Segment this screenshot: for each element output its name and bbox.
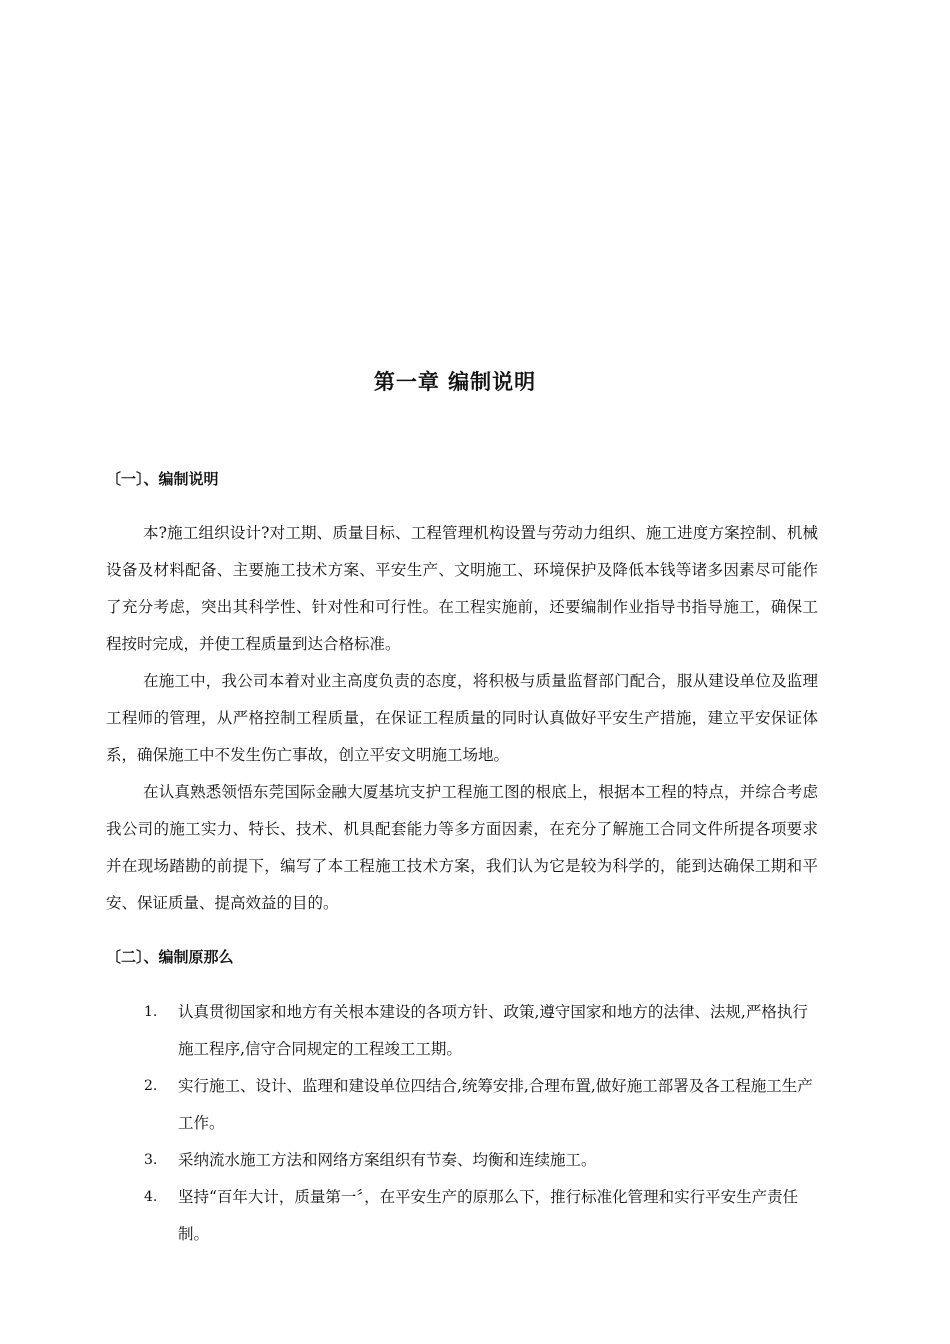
list-item-number: 1. [144,1004,158,1020]
paragraph-3: 在认真熟悉领悟东莞国际金融大厦基坑支护工程施工图的根底上，根据本工程的特点，并综合考虑我公司的施工实力、特长、技术、机具配套能力等多方面因素，在充分了解施工合同文件所提各项要求并在现场踏勘的前提下，编写了本工程施工技术方案，我们认为它是较为科学的，能到达确保工期和平安、保证质量、提高效益的目的。 [106,783,818,912]
list-item-number: 4. [144,1189,158,1205]
list-item-text: 坚持“百年大计，质量第一〞，在平安生产的原那么下，推行标准化管理和实行平安生产责任制。 [178,1188,799,1243]
paragraph-2: 在施工中，我公司本着对业主高度负责的态度，将积极与质量监督部门配合，服从建设单位及监理工程师的管理，从严格控制工程质量，在保证工程质量的同时认真做好平安生产措施，建立平安保证体系，确保施工中不发生伤亡事故，创立平安文明施工场地。 [106,672,818,764]
chapter-title: 第一章 编制说明 [373,370,537,394]
principles-list [106,994,818,1253]
list-item-text: 实行施工、设计、监理和建设单位四结合,统筹安排,合理布置,做好施工部署及各工程施工生产工作。 [178,1077,813,1132]
list-item-text: 认真贯彻国家和地方有关根本建设的各项方针、政策,遵守国家和地方的法律、法规,严格执行施工程序,信守合同规定的工程竣工工期。 [178,1003,808,1058]
paragraph-1: 本?施工组织设计?对工期、质量目标、工程管理机构设置与劳动力组织、施工进度方案控制、机械设备及材料配备、主要施工技术方案、平安生产、文明施工、环境保护及降低本钱等诸多因素尽可能作了充分考虑，突出其科学性、针对性和可行性。在工程实施前，还要编制作业指导书指导施工，确保工程按时完成，并使工程质量到达合格标准。 [106,524,818,653]
list-item-text: 采纳流水施工方法和网络方案组织有节奏、均衡和连续施工。 [178,1151,597,1169]
section-heading-1: 〔一〕、编制说明 [106,470,219,488]
list-item [106,1068,818,1142]
section-heading-2: 〔二〕、编制原那么 [106,948,234,966]
list-item-number: 3. [144,1152,158,1168]
list-item [106,1179,818,1253]
list-item [106,1142,818,1179]
section-1-body [106,515,818,922]
list-item [106,994,818,1068]
list-item-number: 2. [144,1078,158,1094]
